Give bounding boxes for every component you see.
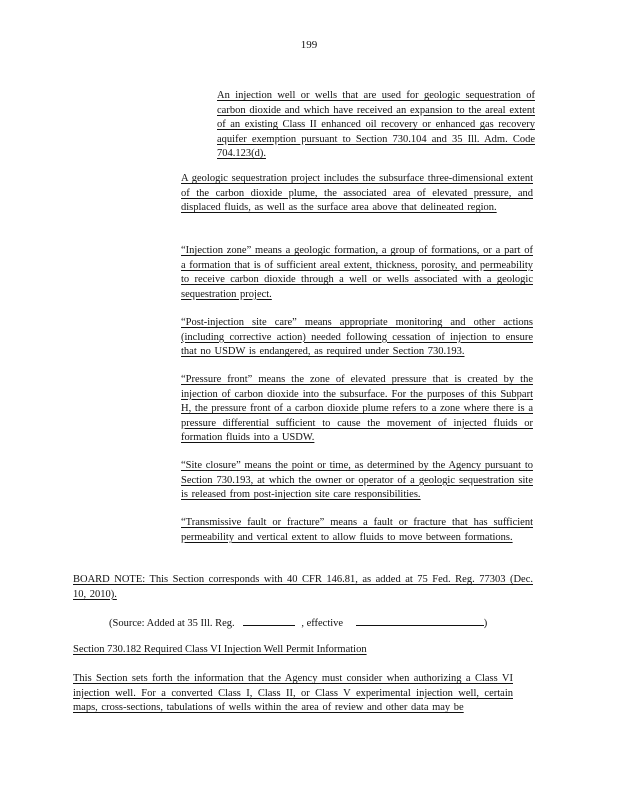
board-note-text: BOARD NOTE: This Section corresponds with 40 CFR 146.81, as added at 75 Fed. Reg. 77303: [73, 574, 510, 585]
source-prefix: (Source: Added at 35 Ill. Reg.: [109, 618, 238, 629]
page-number: 199: [300, 39, 318, 51]
board-note-date: (Dec. 10, 2010).: [73, 574, 533, 600]
source-suffix: ): [483, 618, 488, 629]
paragraph-transmissive-fault: “Transmissive fault or fracture” means a fault or fracture that has sufficient permeability and vertical extent to allow fluids to move between formations.: [181, 517, 533, 543]
paragraph-section-intro: [73, 672, 513, 716]
effective-date-blank: [356, 615, 484, 626]
section-intro-text: This Section sets forth the information that the Agency must consider when authorizing a Class VI injection well. For a converted Class I, Class II, or Class V experimental injection well, certain maps, cross-sections, tabulations of wells within the area of review and other data may be: [73, 673, 513, 713]
paragraph-post-injection-site-care: “Post-injection site care” means appropriate monitoring and other actions (including corrective action) needed following cessation of injection to ensure that no USDW is endangered, as required under Section 730.193.: [181, 317, 533, 357]
source-note: [109, 615, 487, 632]
source-middle: , effective: [301, 618, 346, 629]
register-blank: [243, 615, 295, 626]
section-heading: Section 730.182 Required Class VI Injection Well Permit Information: [73, 644, 367, 655]
paragraph-site-closure: “Site closure” means the point or time, as determined by the Agency pursuant to Section 730.193, at which the owner or operator of a geologic sequestration site is released from post-injection site care responsibilities.: [181, 460, 533, 500]
board-note: [73, 573, 533, 602]
paragraph-geologic-sequestration-project: A geologic sequestration project includes the subsurface three-dimensional extent of the carbon dioxide plume, the associated area of elevated pressure, and displaced fluids, as well as the surface area above that delineated region.: [181, 173, 533, 213]
paragraph-injection-zone: “Injection zone” means a geologic formation, a group of formations, or a part of a formation that is of sufficient areal extent, thickness, porosity, and permeability to receive carbon dioxide through a well or wells associated with a geologic sequestration project.: [181, 245, 533, 300]
paragraph-class-ii-expansion: An injection well or wells that are used for geologic sequestration of carbon dioxide and which have received an expansion to the areal extent of an existing Class II enhanced oil recovery or enhanced gas recovery aquifer exemption pursuant to Section 730.104 and 35 Ill. Adm. Code 704.123(d).: [217, 90, 535, 159]
paragraph-pressure-front: “Pressure front” means the zone of elevated pressure that is created by the injection of carbon dioxide into the subsurface. For the purposes of this Subpart H, the pressure front of a carbon dioxide plume refers to a zone where there is a pressure differential sufficient to cause the movement of injected fluids or formation fluids into a USDW.: [181, 374, 533, 443]
